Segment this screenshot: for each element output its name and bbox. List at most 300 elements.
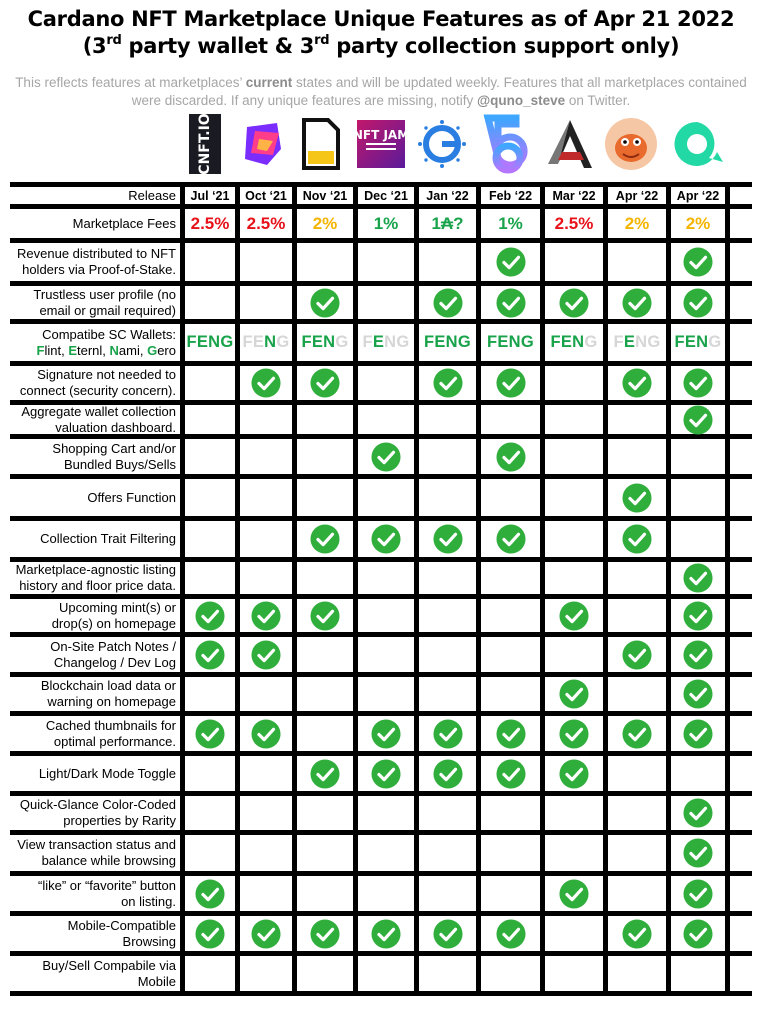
feature-cell <box>545 521 603 557</box>
wallet-letter: N <box>696 333 709 351</box>
row-label-text: Upcoming mint(s) or <box>58 599 176 615</box>
row-label-feature <box>8 716 176 751</box>
feature-cell <box>608 835 666 871</box>
feature-cell <box>481 876 540 911</box>
check-icon <box>195 879 225 909</box>
feature-cell <box>240 916 292 951</box>
check-icon <box>310 288 340 318</box>
release-date: Oct ‘21 <box>245 188 287 203</box>
check-icon <box>559 759 589 789</box>
check-icon <box>683 405 713 435</box>
feature-cell <box>608 677 666 711</box>
wallet-support <box>608 324 666 361</box>
wallet-letter: G <box>708 333 722 351</box>
feature-cell <box>297 405 353 434</box>
feature-cell <box>608 637 666 672</box>
wallet-letter: N <box>635 333 648 351</box>
feature-cell <box>297 756 353 791</box>
marketplace-fee: 2% <box>624 213 650 233</box>
wallet-initial: F <box>36 342 45 358</box>
release-date: Nov ‘21 <box>302 188 348 203</box>
feature-cell <box>671 756 725 791</box>
check-icon <box>496 288 526 318</box>
row-label-text: Changelog / Dev Log <box>53 654 176 670</box>
feature-cell <box>419 562 476 594</box>
feature-cell <box>185 366 235 400</box>
wallet-letter: F <box>186 333 197 351</box>
check-icon <box>559 679 589 709</box>
wallet-name: ternl, <box>77 342 110 358</box>
row-label-text: Browsing <box>122 933 176 949</box>
wallet-name: ero <box>157 342 176 358</box>
row-label-text: Quick-Glance Color-Coded <box>19 797 176 812</box>
row-label-feature <box>8 916 176 951</box>
feature-cell <box>545 796 603 830</box>
feature-cell <box>297 286 353 319</box>
feature-cell <box>185 521 235 557</box>
feature-cell <box>419 521 476 557</box>
check-icon <box>683 563 713 593</box>
feature-cell <box>545 405 603 434</box>
check-icon <box>251 368 281 398</box>
row-label-text: Shopping Cart and/or <box>52 440 176 456</box>
feature-cell <box>240 405 292 434</box>
row-label-text: Collection Trait Filtering <box>40 531 176 546</box>
check-icon <box>496 442 526 472</box>
check-icon <box>559 288 589 318</box>
marketplace-fee: 1% <box>498 213 523 233</box>
release-date: Jan ‘22 <box>426 188 469 203</box>
feature-cell <box>671 405 725 434</box>
grid-line-horizontal <box>10 991 752 996</box>
feature-cell <box>297 243 353 281</box>
feature-cell <box>240 835 292 871</box>
feature-cell <box>185 243 235 281</box>
feature-cell <box>358 677 414 711</box>
feature-cell <box>608 956 666 991</box>
feature-cell <box>240 637 292 672</box>
check-icon <box>496 719 526 749</box>
feature-cell <box>419 796 476 830</box>
check-icon <box>559 879 589 909</box>
wallet-letter: F <box>550 333 561 351</box>
feature-cell <box>185 835 235 871</box>
check-icon <box>622 483 652 513</box>
feature-cell <box>608 916 666 951</box>
check-icon <box>371 524 401 554</box>
wallet-letter: F <box>301 333 312 351</box>
marketplace-fee: 1₳? <box>431 213 464 233</box>
row-label-feature <box>8 286 176 319</box>
row-label-text: Revenue distributed to NFT <box>17 246 176 261</box>
check-icon <box>433 524 463 554</box>
feature-cell <box>358 479 414 516</box>
release-date: Mar ‘22 <box>552 188 596 203</box>
feature-cell <box>671 562 725 594</box>
wallet-support <box>671 324 725 361</box>
feature-cell <box>240 876 292 911</box>
wallet-letter: F <box>613 333 624 351</box>
row-label-text: Buy/Sell Compabile via <box>42 957 176 973</box>
row-label-text: Mobile <box>137 973 176 989</box>
feature-cell <box>358 562 414 594</box>
wallet-support <box>358 324 414 361</box>
feature-cell <box>297 366 353 400</box>
feature-cell <box>608 286 666 319</box>
row-label-text: properties by Rarity <box>63 813 176 828</box>
wallet-letter: E <box>684 333 697 351</box>
row-label-text: Marketplace Fees <box>72 215 176 231</box>
check-icon <box>496 919 526 949</box>
release-date: Apr ‘22 <box>676 188 720 203</box>
check-icon <box>622 919 652 949</box>
feature-cell <box>481 916 540 951</box>
wallet-letter: F <box>242 333 253 351</box>
check-icon <box>433 368 463 398</box>
nft-jam-logo-text: NFT JAM <box>352 128 410 142</box>
feature-cell <box>545 439 603 474</box>
feature-cell <box>240 562 292 594</box>
feature-cell <box>297 637 353 672</box>
feature-cell <box>185 677 235 711</box>
check-icon <box>371 919 401 949</box>
check-icon <box>371 442 401 472</box>
row-label-text: Signature not needed to <box>37 367 176 382</box>
feature-cell <box>297 439 353 474</box>
feature-cell <box>358 796 414 830</box>
feature-cell <box>419 405 476 434</box>
check-icon <box>251 719 281 749</box>
check-icon <box>496 759 526 789</box>
feature-cell <box>608 716 666 751</box>
title-part: party collection support only) <box>329 34 680 58</box>
check-icon <box>683 838 713 868</box>
row-label-text: history and floor price data. <box>19 578 176 593</box>
feature-cell <box>481 521 540 557</box>
wallet-letter: G <box>276 333 290 351</box>
feature-cell <box>481 716 540 751</box>
feature-cell <box>419 637 476 672</box>
feature-cell <box>185 637 235 672</box>
feature-cell <box>358 876 414 911</box>
feature-cell <box>185 405 235 434</box>
marketplace-fee: 1% <box>373 213 399 233</box>
feature-cell <box>481 562 540 594</box>
feature-cell <box>240 796 292 830</box>
feature-cell <box>358 366 414 400</box>
feature-cell <box>481 956 540 991</box>
marketplace-fee: 2% <box>685 213 711 233</box>
feature-cell <box>608 796 666 830</box>
wallet-letter: E <box>196 333 209 351</box>
feature-cell <box>185 599 235 632</box>
feature-cell <box>481 796 540 830</box>
feature-cell <box>608 243 666 281</box>
feature-cell <box>545 835 603 871</box>
wallet-letter: G <box>647 333 661 351</box>
row-label-text: Blockchain load data or <box>40 678 176 693</box>
feature-cell <box>240 243 292 281</box>
feature-cell <box>545 876 603 911</box>
feature-cell <box>481 677 540 711</box>
marketplace-fee: 2.5% <box>190 213 230 233</box>
feature-cell <box>545 756 603 791</box>
check-icon <box>622 719 652 749</box>
check-icon <box>683 798 713 828</box>
marketplace-fee: 2.5% <box>246 213 286 233</box>
row-label-text: drop(s) on homepage <box>51 615 176 631</box>
feature-cell <box>481 756 540 791</box>
row-label-text: Compatibe SC Wallets: <box>42 326 176 342</box>
check-icon <box>683 601 713 631</box>
feature-cell <box>671 479 725 516</box>
feature-cell <box>297 796 353 830</box>
feature-cell <box>358 439 414 474</box>
row-label-text: Trustless user profile (no <box>33 286 176 302</box>
check-icon <box>310 919 340 949</box>
wallet-letter: N <box>323 333 336 351</box>
feature-cell <box>358 835 414 871</box>
title-part: party wallet & 3 <box>121 34 315 58</box>
wallet-letter: E <box>623 333 636 351</box>
wallet-letter: G <box>457 333 472 351</box>
wallet-letter: F <box>423 333 435 351</box>
feature-cell <box>419 916 476 951</box>
feature-cell <box>481 366 540 400</box>
feature-cell <box>297 876 353 911</box>
feature-cell <box>608 876 666 911</box>
check-icon <box>310 759 340 789</box>
wallet-letter: N <box>445 333 458 351</box>
feature-cell <box>481 599 540 632</box>
row-label-feature <box>8 243 176 281</box>
feature-cell <box>240 599 292 632</box>
grid-line-vertical <box>725 182 730 991</box>
row-label-feature <box>8 677 176 711</box>
feature-cell <box>358 243 414 281</box>
feature-cell <box>671 599 725 632</box>
row-label-text: Offers Function <box>87 489 176 505</box>
row-label-feature <box>8 479 176 516</box>
release-date: Dec ‘21 <box>364 188 408 203</box>
feature-cell <box>185 716 235 751</box>
feature-cell <box>608 756 666 791</box>
feature-cell <box>545 677 603 711</box>
row-label-feature <box>8 956 176 991</box>
wallet-letter: G <box>584 333 598 351</box>
check-icon <box>371 719 401 749</box>
note-text: on Twitter. <box>565 93 631 108</box>
row-label-text: Light/Dark Mode Toggle <box>38 765 176 781</box>
feature-cell <box>419 479 476 516</box>
feature-cell <box>545 366 603 400</box>
feature-cell <box>671 286 725 319</box>
feature-cell <box>671 677 725 711</box>
feature-cell <box>481 286 540 319</box>
check-icon <box>683 919 713 949</box>
check-icon <box>433 919 463 949</box>
wallet-letter: F <box>674 333 685 351</box>
feature-cell <box>608 439 666 474</box>
feature-cell <box>545 637 603 672</box>
check-icon <box>622 368 652 398</box>
check-icon <box>195 601 225 631</box>
check-icon <box>310 601 340 631</box>
feature-cell <box>419 599 476 632</box>
wallet-letter: E <box>311 333 324 351</box>
wallet-support <box>185 324 235 361</box>
cnft-io-logo-text: CNFT.IO <box>197 113 213 175</box>
row-label-text: Cached thumbnails for <box>45 717 176 733</box>
feature-cell <box>185 796 235 830</box>
release-date: Apr ‘22 <box>615 188 659 203</box>
feature-cell <box>481 405 540 434</box>
row-label-text: “like” or “favorite” button <box>38 877 176 893</box>
feature-cell <box>240 956 292 991</box>
title-line-1: Cardano NFT Marketplace Unique Features as of Apr 21 2022 <box>27 7 735 31</box>
feature-cell <box>671 521 725 557</box>
row-label-feature <box>8 599 176 632</box>
twitter-handle: @quno_steve <box>476 93 566 108</box>
row-label-feature <box>8 521 176 557</box>
feature-cell <box>671 835 725 871</box>
feature-cell <box>545 599 603 632</box>
feature-cell <box>358 756 414 791</box>
feature-cell <box>608 562 666 594</box>
wallet-letter: E <box>560 333 573 351</box>
check-icon <box>622 288 652 318</box>
note-emphasis: current <box>245 75 293 90</box>
row-label-text: holders via Proof-of-Stake. <box>22 262 176 277</box>
check-icon <box>310 524 340 554</box>
check-icon <box>683 640 713 670</box>
feature-cell <box>671 637 725 672</box>
row-label-feature <box>8 756 176 791</box>
feature-cell <box>671 876 725 911</box>
feature-cell <box>608 599 666 632</box>
check-icon <box>496 368 526 398</box>
feature-cell <box>671 243 725 281</box>
row-label-text: Marketplace-agnostic listing <box>15 562 176 577</box>
wallet-legend <box>37 343 176 359</box>
row-label-feature <box>8 835 176 871</box>
feature-cell <box>297 521 353 557</box>
feature-cell <box>358 637 414 672</box>
feature-cell <box>240 366 292 400</box>
feature-cell <box>545 716 603 751</box>
row-label-feature <box>8 405 176 434</box>
feature-cell <box>481 835 540 871</box>
wallet-letter: G <box>335 333 349 351</box>
feature-cell <box>481 637 540 672</box>
check-icon <box>251 640 281 670</box>
wallet-initial: E <box>68 342 77 358</box>
check-icon <box>683 368 713 398</box>
note-text: states and will be updated weekly. Features that all marketplaces contained were discarded. If any unique features are missing, notify <box>131 75 747 108</box>
feature-cell <box>240 439 292 474</box>
feature-cell <box>358 916 414 951</box>
check-icon <box>559 601 589 631</box>
feature-cell <box>608 479 666 516</box>
marketplace-fee: 2.5% <box>554 213 594 233</box>
feature-cell <box>545 562 603 594</box>
check-icon <box>496 247 526 277</box>
check-icon <box>371 759 401 789</box>
wallet-name: lint, <box>44 342 69 358</box>
wallet-letter: N <box>384 333 397 351</box>
title-sup: rd <box>314 33 330 48</box>
check-icon <box>683 247 713 277</box>
row-label-feature <box>8 366 176 400</box>
feature-cell <box>671 956 725 991</box>
feature-cell <box>419 756 476 791</box>
row-label-text: Mobile-Compatible <box>67 917 176 933</box>
row-label-text: Bundled Buys/Sells <box>63 456 176 472</box>
feature-cell <box>185 876 235 911</box>
row-label-text: email or gmail required) <box>39 302 176 318</box>
feature-cell <box>481 243 540 281</box>
wallet-letter: G <box>520 333 535 351</box>
wallet-letter: E <box>497 333 509 351</box>
wallet-support <box>545 324 603 361</box>
feature-cell <box>240 286 292 319</box>
note-text: This reflects features at marketplaces’ <box>15 75 246 90</box>
wallet-letter: N <box>264 333 277 351</box>
feature-cell <box>545 916 603 951</box>
feature-cell <box>671 916 725 951</box>
row-label-text: connect (security concern). <box>19 383 176 398</box>
check-icon <box>195 719 225 749</box>
wallet-letter: E <box>434 333 446 351</box>
feature-cell <box>240 716 292 751</box>
row-label-feature <box>8 796 176 830</box>
check-icon <box>622 640 652 670</box>
feature-cell <box>240 677 292 711</box>
wallet-letter: N <box>208 333 221 351</box>
feature-cell <box>608 366 666 400</box>
wallet-name: ami, <box>118 342 148 358</box>
feature-cell <box>419 876 476 911</box>
row-label-feature <box>8 562 176 594</box>
row-label-text: balance while browsing <box>41 853 176 868</box>
check-icon <box>622 524 652 554</box>
title-part: (3 <box>82 34 107 58</box>
feature-cell <box>297 716 353 751</box>
check-icon <box>683 879 713 909</box>
feature-cell <box>185 479 235 516</box>
feature-cell <box>419 716 476 751</box>
wallet-support <box>297 324 353 361</box>
feature-cell <box>608 521 666 557</box>
feature-cell <box>419 439 476 474</box>
row-label-feature <box>8 876 176 911</box>
wallet-letter: G <box>396 333 410 351</box>
row-label-text: warning on homepage <box>47 694 176 709</box>
feature-cell <box>358 716 414 751</box>
feature-cell <box>671 716 725 751</box>
feature-cell <box>240 521 292 557</box>
wallet-letter: F <box>486 333 498 351</box>
feature-cell <box>481 479 540 516</box>
check-icon <box>433 759 463 789</box>
feature-cell <box>185 956 235 991</box>
feature-cell <box>185 916 235 951</box>
release-date: Jul ‘21 <box>190 188 230 203</box>
feature-cell <box>671 796 725 830</box>
feature-cell <box>419 956 476 991</box>
release-date: Feb ‘22 <box>488 188 533 203</box>
feature-cell <box>671 439 725 474</box>
